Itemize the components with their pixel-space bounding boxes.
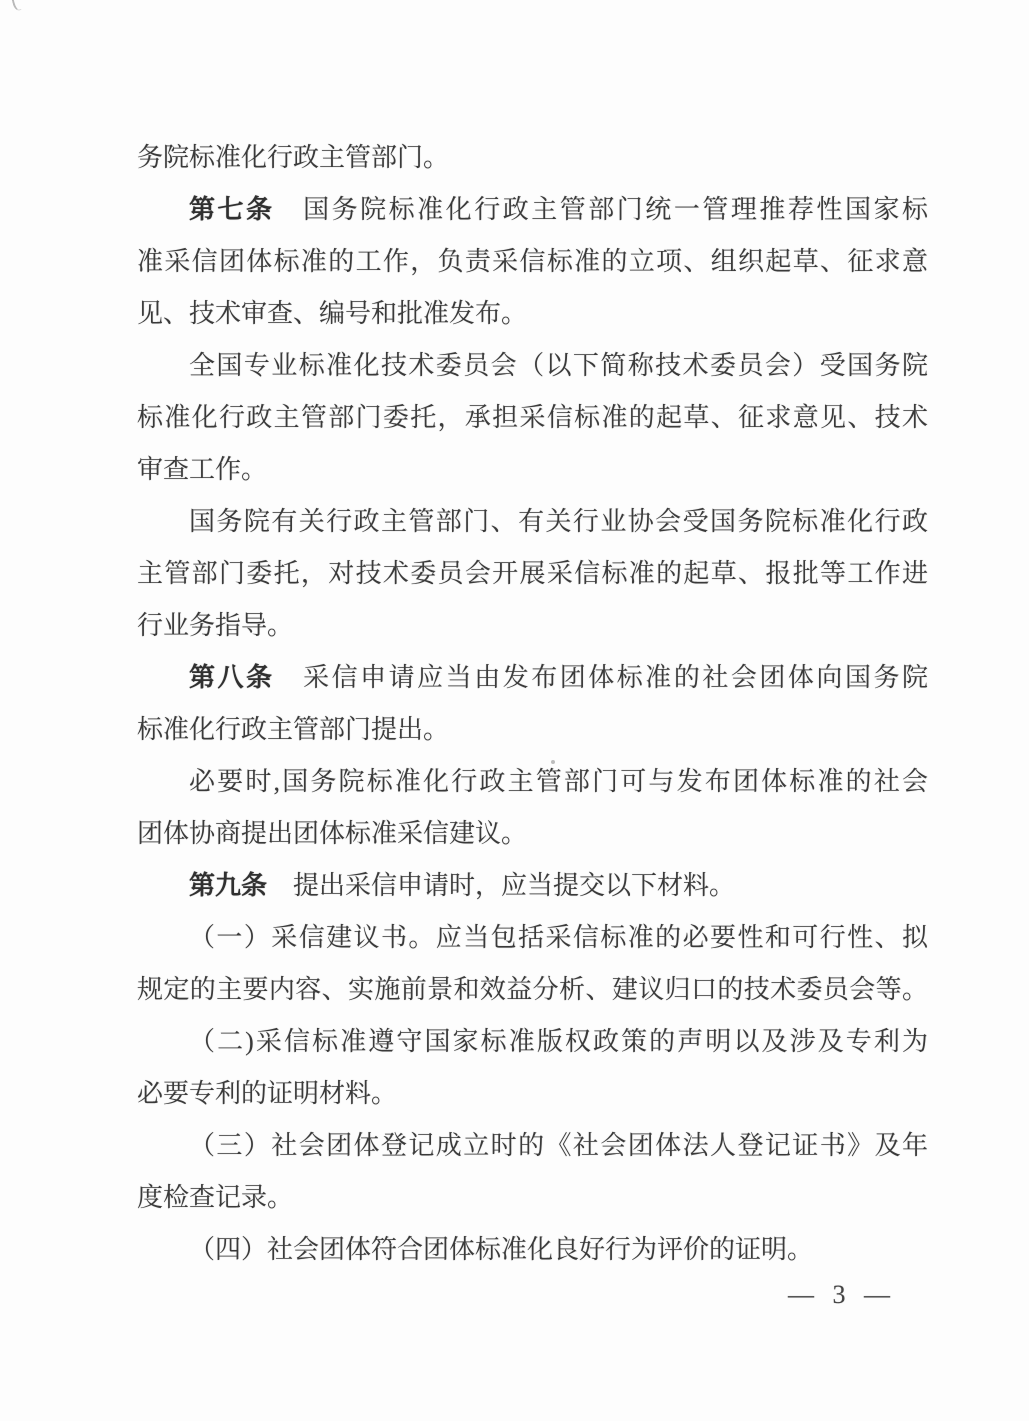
text-segment: 标准化行政主管部门提出。	[137, 715, 450, 744]
text-segment: 务院标准化行政主管部门。	[137, 143, 450, 172]
text-segment: 全国专业标准化技术委员会（以下简称技术委员会）受国务院	[189, 351, 928, 380]
text-line-15	[137, 860, 928, 912]
text-segment: （三）社会团体登记成立时的《社会团体法人登记证书》及年	[189, 1131, 928, 1160]
text-segment: 审查工作。	[137, 455, 268, 484]
article-heading: 第九条	[189, 871, 268, 900]
text-line-4	[137, 288, 928, 340]
text-segment: 主管部门委托，对技术委员会开展采信标准的起草、报批等工作进	[137, 559, 928, 588]
scan-artifact-corner-mark	[12, 0, 22, 12]
text-line-3	[137, 236, 928, 288]
text-line-2	[137, 184, 928, 236]
text-segment: 准采信团体标准的工作，负责采信标准的立项、组织起草、征求意	[137, 247, 928, 276]
text-segment: 必要专利的证明材料。	[137, 1079, 398, 1108]
text-line-19	[137, 1068, 928, 1120]
document-body	[137, 132, 928, 1276]
text-line-21	[137, 1172, 928, 1224]
text-segment: 国务院有关行政主管部门、有关行业协会受国务院标准化行政	[189, 507, 928, 536]
text-segment: 见、技术审查、编号和批准发布。	[137, 299, 528, 328]
text-segment: 采信申请应当由发布团体标准的社会团体向国务院	[274, 663, 928, 692]
text-line-22	[137, 1224, 928, 1276]
text-segment: （二)采信标准遵守国家标准版权政策的声明以及涉及专利为	[189, 1027, 928, 1056]
page-number: — 3 —	[788, 1280, 893, 1309]
text-segment: 团体协商提出团体标准采信建议。	[137, 819, 528, 848]
text-line-8	[137, 496, 928, 548]
text-line-16	[137, 912, 928, 964]
text-line-10	[137, 600, 928, 652]
article-heading: 第七条	[189, 195, 275, 224]
text-line-5	[137, 340, 928, 392]
text-line-1	[137, 132, 928, 184]
text-segment: 度检查记录。	[137, 1183, 294, 1212]
text-line-9	[137, 548, 928, 600]
text-line-7	[137, 444, 928, 496]
text-line-13	[137, 756, 928, 808]
text-line-20	[137, 1120, 928, 1172]
text-segment: 国务院标准化行政主管部门统一管理推荐性国家标	[274, 195, 928, 224]
text-segment: 标准化行政主管部门委托，承担采信标准的起草、征求意见、技术	[137, 403, 928, 432]
text-segment: 行业务指导。	[137, 611, 294, 640]
text-segment: 必要时,国务院标准化行政主管部门可与发布团体标准的社会	[189, 767, 928, 796]
text-segment: 提出采信申请时，应当提交以下材料。	[267, 871, 736, 900]
text-line-17	[137, 964, 928, 1016]
text-line-11	[137, 652, 928, 704]
text-line-6	[137, 392, 928, 444]
text-line-18	[137, 1016, 928, 1068]
text-segment: （一）采信建议书。应当包括采信标准的必要性和可行性、拟	[189, 923, 928, 952]
article-heading: 第八条	[189, 663, 275, 692]
text-segment: （四）社会团体符合团体标准化良好行为评价的证明。	[189, 1235, 814, 1264]
text-line-12	[137, 704, 928, 756]
text-line-14	[137, 808, 928, 860]
text-segment: 规定的主要内容、实施前景和效益分析、建议归口的技术委员会等。	[137, 975, 928, 1004]
